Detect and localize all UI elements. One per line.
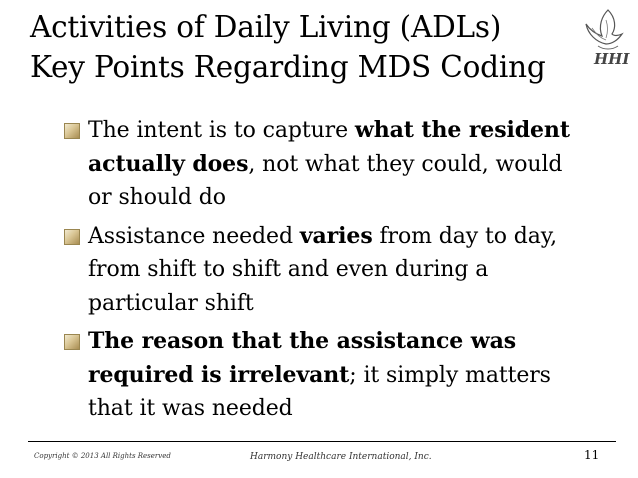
bullet-2-line-1: Assistance needed varies from day to day, bbox=[88, 222, 558, 249]
footer-divider bbox=[28, 441, 616, 442]
bullet-2-line-2: from shift to shift and even during a bbox=[88, 257, 489, 282]
hhi-logo bbox=[578, 6, 634, 68]
title-line-1: Activities of Daily Living (ADLs) bbox=[30, 10, 502, 44]
bullet-1-line-2: actually does, not what they could, would bbox=[88, 150, 563, 177]
bullet-1-line-3: or should do bbox=[88, 185, 226, 210]
bullet-item bbox=[64, 114, 604, 215]
copyright-text: Copyright © 2013 All Rights Reserved bbox=[34, 452, 171, 460]
square-bullet-icon bbox=[64, 229, 80, 245]
title-line-2: Key Points Regarding MDS Coding bbox=[30, 50, 546, 84]
bullet-item bbox=[64, 325, 604, 426]
bullet-3-line-2: required is irrelevant; it simply matters bbox=[88, 361, 551, 388]
company-name: Harmony Healthcare International, Inc. bbox=[250, 452, 432, 462]
bullet-item bbox=[64, 220, 604, 321]
bullet-3-line-1: The reason that the assistance was bbox=[88, 328, 517, 354]
logo-text: HHI bbox=[594, 50, 630, 68]
slide-title bbox=[30, 7, 590, 87]
square-bullet-icon bbox=[64, 123, 80, 139]
bullet-1-line-1: The intent is to capture what the resident bbox=[88, 117, 570, 143]
bullet-list bbox=[64, 114, 604, 431]
square-bullet-icon bbox=[64, 334, 80, 350]
dove-icon bbox=[578, 6, 634, 68]
page-number: 11 bbox=[584, 448, 600, 462]
bullet-3-line-3: that it was needed bbox=[88, 396, 293, 421]
bullet-2-line-3: particular shift bbox=[88, 290, 254, 316]
